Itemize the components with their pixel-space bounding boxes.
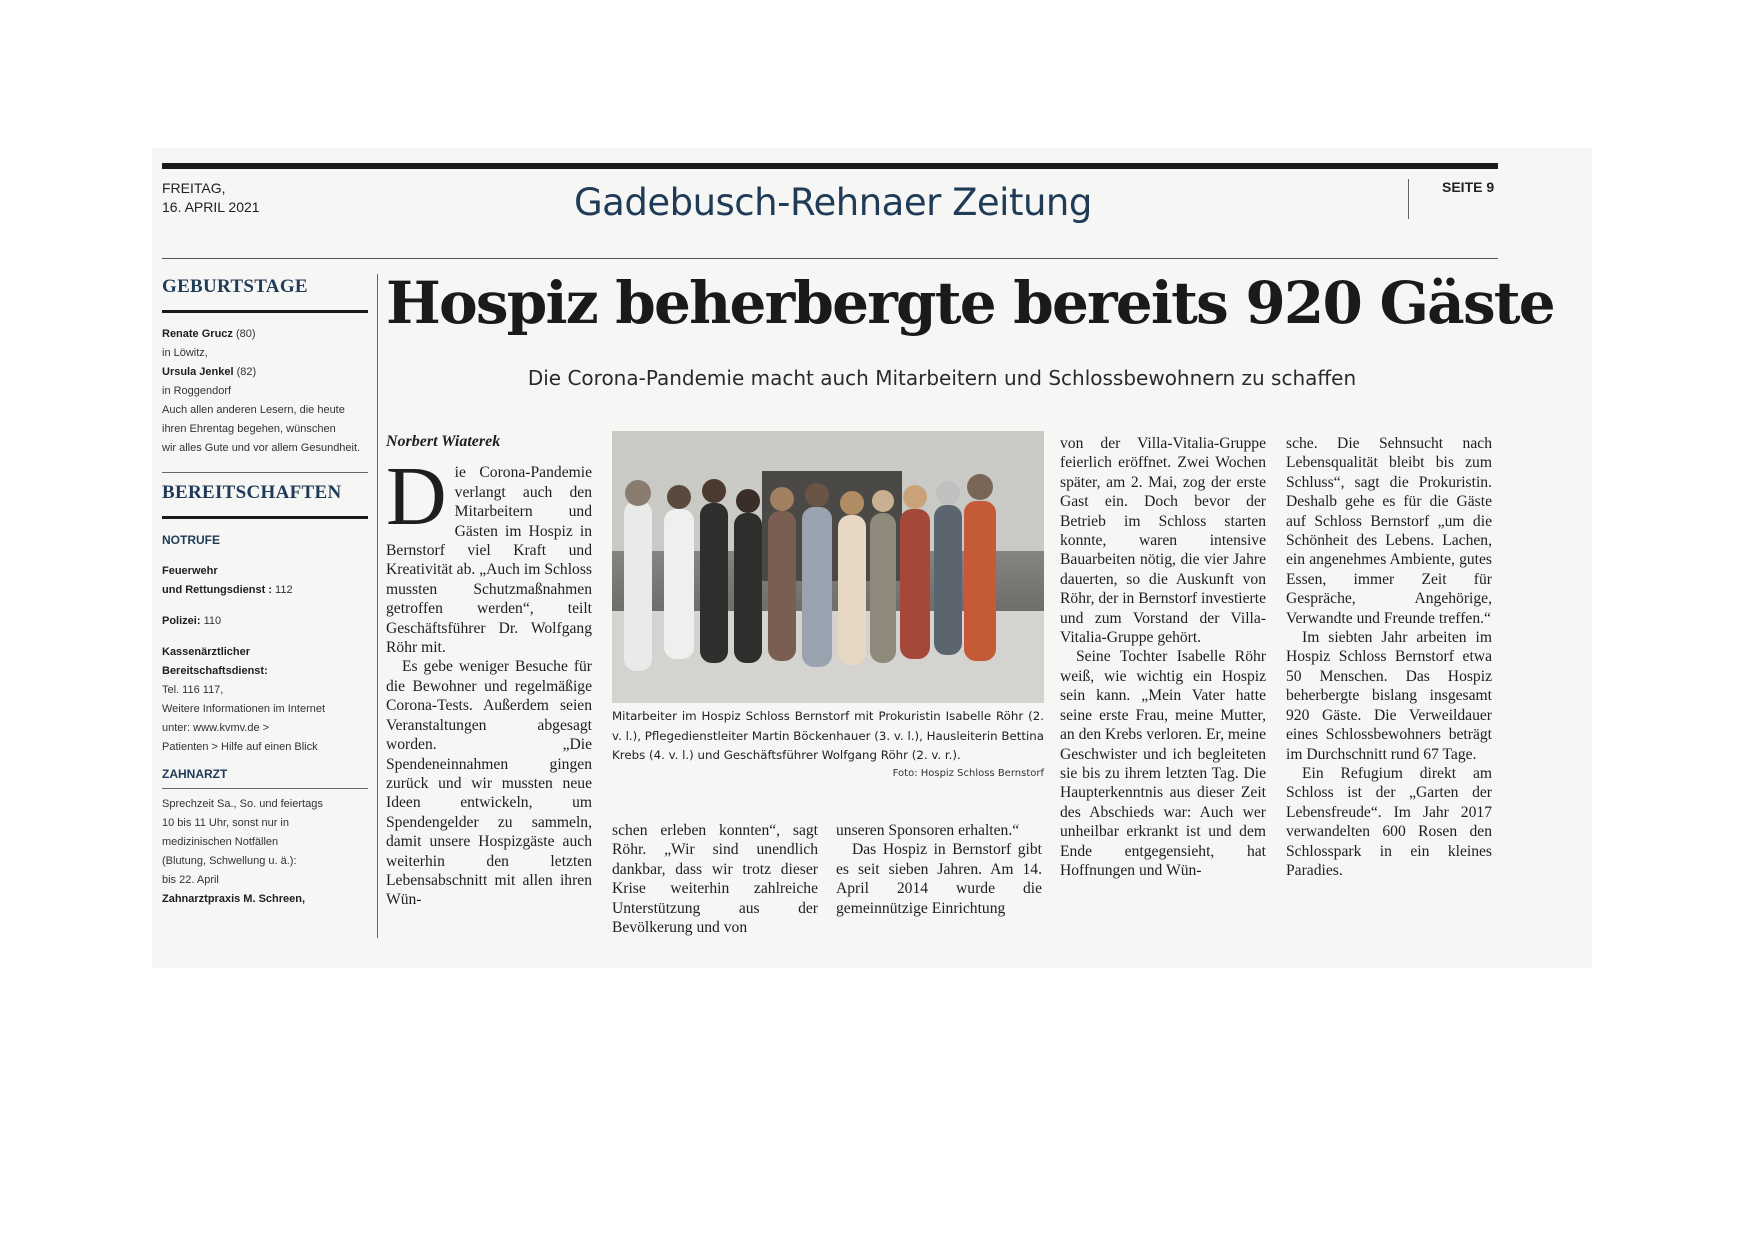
drop-cap: D <box>386 450 447 544</box>
dentist-line: bis 22. April <box>162 874 219 886</box>
date-day: 16. APRIL 2021 <box>162 199 260 215</box>
fire-entry <box>162 581 368 600</box>
birthday-name: Ursula Jenkel <box>162 366 234 378</box>
police-label: Polizei: <box>162 615 201 627</box>
fire-number: 112 <box>272 584 293 596</box>
article-paragraph: von der Villa-Vitalia-Gruppe feierlich eröffnet. Zwei Wochen später, am 2. Mai, zog der erste Gast ein. Doch bevor der Betrieb im Schloss starten konnte, waren intensive Bauarbeiten nötig, die vier Jahre dauerten, so die Auskunft von Röhr, der in Bernstorf investierte und zum Vorstand der Villa-Vitalia-Gruppe gehört. <box>1060 435 1266 647</box>
header-rule <box>162 258 1498 259</box>
article-text: ie Corona-Pandemie verlangt auch den Mitarbeitern und Gästen im Hospiz in Bernstorf viel Kraft und Kreativität ab. „Auch im Schloss mussten Schutzmaßnahmen getroffen werden“, teilt Geschäftsführer Dr. Wolfgang Röhr mit. <box>386 464 592 657</box>
article-author: Norbert Wiaterek <box>386 433 501 450</box>
emergency-heading: NOTRUFE <box>162 533 220 547</box>
article-paragraph: Im siebten Jahr arbeiten im Hospiz Schloss Bernstorf etwa 50 Menschen. Das Hospiz beherbergte bislang insgesamt 920 Gäste. Die Verweildauer eines Schlossbewohners beträgt im Durchschnitt rund 67 Tage. <box>1286 629 1492 763</box>
issue-date <box>162 179 260 217</box>
birthday-name: Renate Grucz <box>162 328 233 340</box>
police-entry <box>162 612 368 631</box>
column-rule <box>377 274 378 938</box>
greeting-line: Auch allen anderen Lesern, die heute <box>162 404 345 416</box>
article-column-3 <box>836 821 1042 918</box>
article-photo <box>612 431 1044 703</box>
sidebar <box>162 268 368 909</box>
birthday-entry-1 <box>162 325 368 344</box>
kv-label: Kassenärztlicher <box>162 646 251 658</box>
services-heading: BEREITSCHAFTEN <box>162 482 342 503</box>
article-column-2 <box>612 821 818 937</box>
police-number: 110 <box>200 615 222 627</box>
article-headline: Hospiz beherbergte bereits 920 Gäste <box>386 269 1554 337</box>
dentist-line: (Blutung, Schwellung u. ä.): <box>162 855 297 867</box>
fire-label: Feuerwehr <box>162 565 218 577</box>
article-paragraph: Das Hospiz in Bernstorf gibt es seit sieben Jahren. Am 14. April 2014 wurde die gemeinnützige Einrichtung <box>836 841 1042 917</box>
article-paragraph: Ein Refugium direkt am Schloss ist der „Garten der Lebensfreude“. Im Jahr 2017 verwandelten 600 Rosen den Schlosspark in ein kleines Paradies. <box>1286 764 1492 879</box>
date-weekday: FREITAG, <box>162 180 226 196</box>
greeting-line: ihren Ehrentag begehen, wünschen <box>162 423 336 435</box>
newspaper-title: Gadebusch-Rehnaer Zeitung <box>574 181 1092 224</box>
kv-line: unter: www.kvmv.de > <box>162 722 270 734</box>
fire-label-2: und Rettungsdienst : <box>162 584 272 596</box>
birthdays-rule <box>162 310 368 313</box>
dentist-rule <box>162 788 368 789</box>
photo-caption: Mitarbeiter im Hospiz Schloss Bernstorf mit Prokuristin Isabelle Röhr (2. v. l.), Pflegedienstleiter Martin Böckenhauer (3. v. l.), Hausleiterin Bettina Krebs (4. v. l.) und Geschäftsführer Wolfgang Röhr (2. v. r.). <box>612 709 1044 762</box>
birthday-age: (82) <box>233 366 257 378</box>
kv-line: Tel. 116 117, <box>162 684 224 696</box>
kv-line: Weitere Informationen im Internet <box>162 703 326 715</box>
birthday-entry-2 <box>162 363 368 382</box>
birthday-place: in Roggendorf <box>162 385 232 397</box>
dentist-heading: ZAHNARZT <box>162 767 228 781</box>
dentist-line: Sprechzeit Sa., So. und feiertags <box>162 798 323 810</box>
article-paragraph <box>386 450 592 657</box>
birthdays-heading: GEBURTSTAGE <box>162 276 308 297</box>
staff-group-photo <box>612 431 1044 703</box>
section-rule <box>162 472 368 473</box>
header-divider <box>1408 179 1409 219</box>
dentist-line: medizinischen Notfällen <box>162 836 279 848</box>
top-rule <box>162 163 1498 169</box>
birthday-age: (80) <box>232 328 256 340</box>
kv-label-2: Bereitschaftsdienst: <box>162 665 268 677</box>
dentist-line: 10 bis 11 Uhr, sonst nur in <box>162 817 289 829</box>
dentist-practice: Zahnarztpraxis M. Schreen, <box>162 893 306 905</box>
article-column-4 <box>1060 434 1266 880</box>
article-subheadline: Die Corona-Pandemie macht auch Mitarbeitern und Schlossbewohnern zu schaffen <box>527 366 1357 390</box>
services-rule <box>162 516 368 519</box>
kv-line: Patienten > Hilfe auf einen Blick <box>162 741 318 753</box>
photo-credit: Foto: Hospiz Schloss Bernstorf <box>892 768 1044 779</box>
article-column-1 <box>386 432 592 910</box>
birthday-place: in Löwitz, <box>162 347 208 359</box>
article-paragraph: schen erleben konnten“, sagt Röhr. „Wir sind unendlich dankbar, dass wir trotz dieser Krise weiterhin zahlreiche Unterstützung aus der Bevölkerung und von <box>612 822 818 937</box>
greeting-line: wir alles Gute und vor allem Gesundheit. <box>162 442 361 454</box>
article-column-5 <box>1286 434 1492 880</box>
article-paragraph: unseren Sponsoren erhalten.“ <box>836 822 1020 839</box>
article-paragraph: Seine Tochter Isabelle Röhr weiß, wie wichtig ein Hospiz sein kann. „Mein Vater hatte seine erste Frau, meine Mutter, an den Krebs verloren. Er, meine Geschwister und ich begleiteten sie bis zu ihrem letzten Tag. Die Haupterkenntnis aus dieser Zeit des Abschieds war: Auch wer unheilbar erkrankt ist und dem Ende entgegensieht, hat Hoffnungen und Wün- <box>1060 648 1266 879</box>
page-number: SEITE 9 <box>1442 179 1495 195</box>
article-paragraph: Es gebe weniger Besuche für die Bewohner und regelmäßige Corona-Tests. Außerdem seien Veranstaltungen abgesagt worden. „Die Spendeneinnahmen gingen zurück und wir mussten neue Ideen entwickeln, um Spendengelder zu sammeln, damit unsere Hospizgäste auch weiterhin den letzten Lebensabschnitt mit allen ihren Wün- <box>386 658 592 909</box>
article-paragraph: sche. Die Sehnsucht nach Lebensqualität bleibt bis zum Schluss“, sagt die Prokuristin. Deshalb gehe es für die Gäste auf Schloss Bernstorf „um die Schönheit des Lebens. Lachen, ein angenehmes Ambiente, gutes Essen, immer Zeit für Gespräche, Angehörige, Verwandte und Freunde treffen.“ <box>1286 435 1492 627</box>
